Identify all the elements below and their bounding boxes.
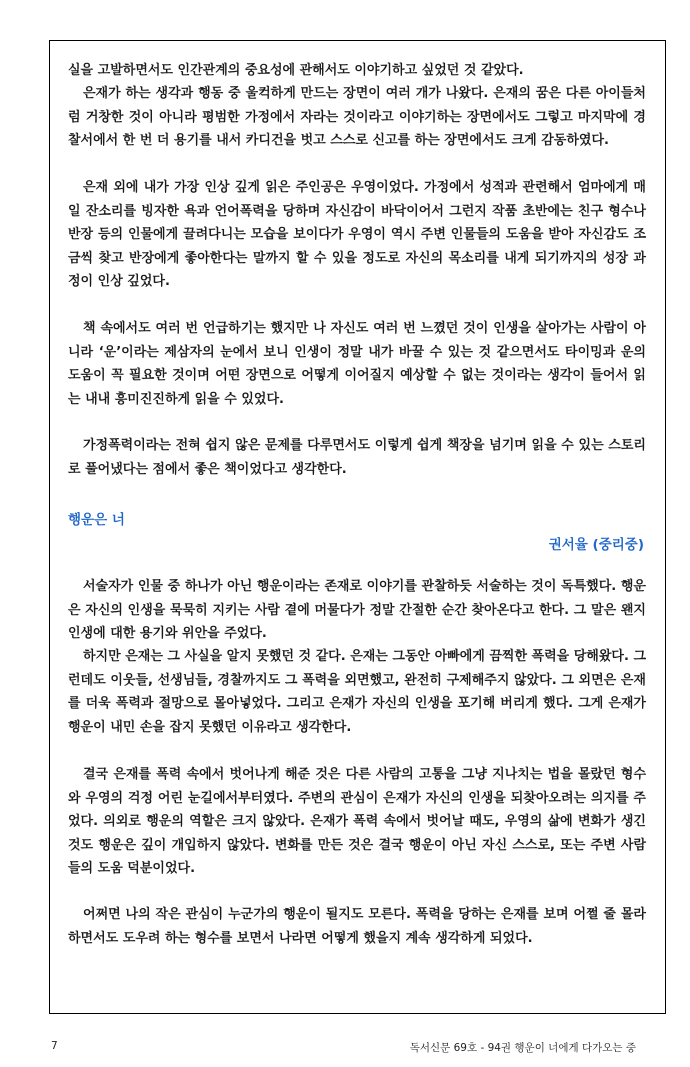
paragraph: 은재가 하는 생각과 행동 중 울컥하게 만드는 장면이 여러 개가 나왔다. 은재의 꿈은 다른 아이들처럼 거창한 것이 아니라 평범한 가정에서 자라는 것이라고 이야기하는 장면에서도 그렇고 마지막에 경찰서에서 한 번 더 용기를 내서 카디건을 벗고 스스로 신고를 하는 장면에서도 크게 감동하였다. <box>68 86 646 148</box>
paragraph: 서술자가 인물 중 하나가 아닌 행운이라는 존재로 이야기를 관찰하듯 서술하는 것이 독특했다. 행운은 자신의 인생을 묵묵히 지키는 사람 곁에 머물다가 정말 간절한 순간 찾아온다고 한다. 그 말은 왠지 인생에 대한 용기와 위안을 주었다. <box>68 579 646 641</box>
review-title: 행운은 너 <box>68 512 125 528</box>
paragraph: 가정폭력이라는 전혀 쉽지 않은 문제를 다루면서도 이렇게 쉽게 책장을 넘기며 읽을 수 있는 스토리로 풀어냈다는 점에서 좋은 책이었다고 생각한다. <box>68 438 646 477</box>
page-number: 7 <box>51 1040 58 1052</box>
paragraph: 어쩌면 나의 작은 관심이 누군가의 행운이 될지도 모른다. 폭력을 당하는 은재를 보며 어쩔 줄 몰라 하면서도 도우려 하는 형수를 보면서 나라면 어떻게 했을지 계속 생각하게 되었다. <box>68 907 646 946</box>
paragraph: 결국 은재를 폭력 속에서 벗어나게 해준 것은 다른 사람의 고통을 그냥 지나치는 법을 몰랐던 형수와 우영의 걱정 어린 눈길에서부터였다. 주변의 관심이 은재가 자신의 인생을 되찾아오려는 의지를 주었다. 의외로 행운의 역할은 크지 않았다. 은재가 폭력 속에서 벗어날 때도, 우영의 삶에 변화가 생긴 것도 행운은 깊이 개입하지 않았다. 변화를 만든 것은 결국 행운이 아닌 자신 스스로, 또는 주변 사람들의 도움 덕분이었다. <box>68 767 646 876</box>
paragraph: 은재 외에 내가 가장 인상 깊게 읽은 주인공은 우영이었다. 가정에서 성적과 관련해서 엄마에게 매일 잔소리를 빙자한 욕과 언어폭력을 당하며 자신감이 바닥이어서 그런지 작품 초반에는 친구 형수나 반장 등의 인물에게 끌려다니는 모습을 보이다가 우영이 역시 주변 인물들의 도움을 받아 자신감도 조금씩 찾고 반장에게 좋아한다는 말까지 할 수 있을 정도로 자신의 목소리를 내게 되기까지의 성장 과정이 인상 깊었다. <box>68 180 646 289</box>
paragraph: 책 속에서도 여러 번 언급하기는 했지만 나 자신도 여러 번 느꼈던 것이 인생을 살아가는 사람이 아니라 ‘운’이라는 제삼자의 눈에서 보니 인생이 정말 내가 바꿀 수 있는 것 같으면서도 타이밍과 운의 도움이 꼭 필요한 것이며 어떤 장면으로 어떻게 이어질지 예상할 수 없는 것이라는 생각이 들어서 읽는 내내 흥미진진하게 읽을 수 있었다. <box>68 321 646 407</box>
footer-publication: 독서신문 69호 - 94권 행운이 너에게 다가오는 중 <box>409 1042 636 1054</box>
paragraph: 하지만 은재는 그 사실을 알지 못했던 것 같다. 은재는 그동안 아빠에게 끔찍한 폭력을 당해왔다. 그런데도 이웃들, 선생님들, 경찰까지도 그 폭력을 외면했고, 완전히 구제해주지 않았다. 그 외면은 은재를 더욱 폭력과 절망으로 몰아넣었다. 그리고 은재가 자신의 인생을 포기해 버리게 했다. 그게 은재가 행운이 내민 손을 잡지 못했던 이유라고 생각한다. <box>68 649 647 735</box>
paragraph-continued: 실을 고발하면서도 인간관계의 중요성에 관해서도 이야기하고 싶었던 것 같았다. <box>68 63 524 78</box>
review-author: 권서율 (중리중) <box>548 537 644 553</box>
